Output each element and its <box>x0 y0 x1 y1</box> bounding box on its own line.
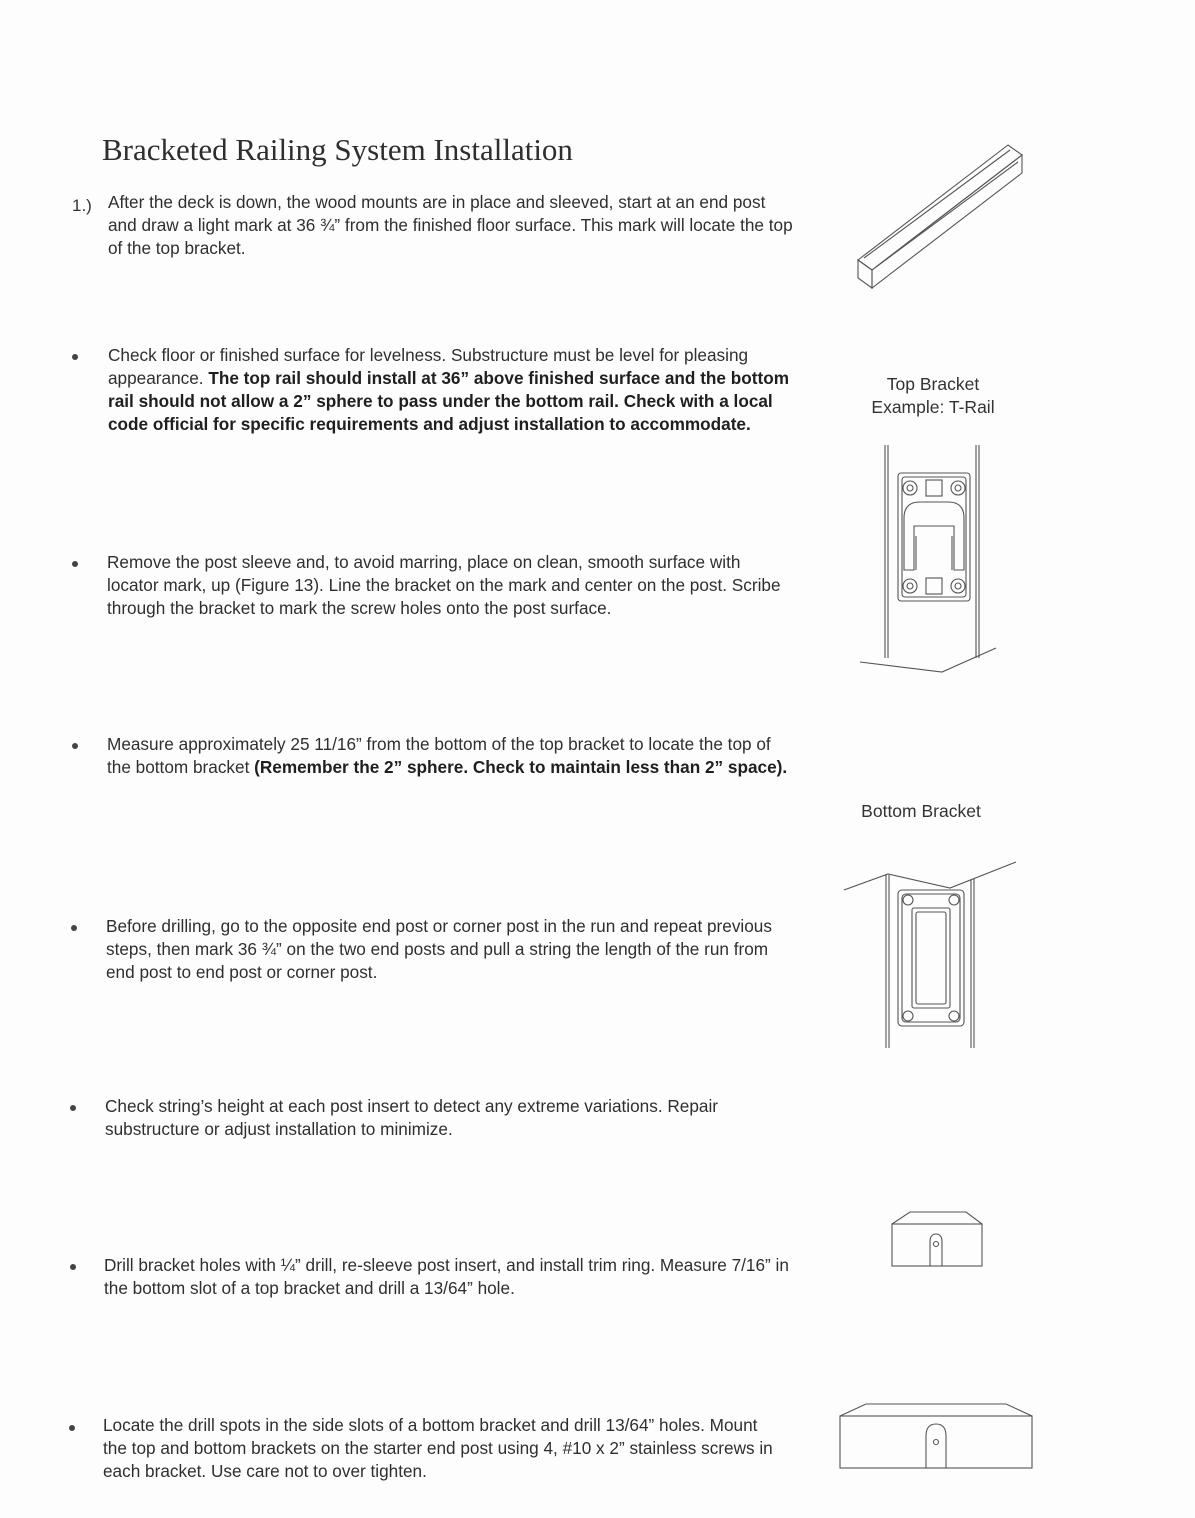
page-title: Bracketed Railing System Installation <box>102 132 573 167</box>
bullet-marker <box>72 743 78 749</box>
step-7-text <box>104 1254 794 1300</box>
step-4-text <box>107 733 797 779</box>
step-6-text <box>105 1095 795 1141</box>
step-text-run: Check string’s height at each post insert to detect any extreme variations. Repair substructure or adjust installation to minimize. <box>105 1096 719 1139</box>
bullet-marker <box>70 1264 76 1270</box>
step-3-text <box>107 551 787 620</box>
step-text-run: Drill bracket holes with ¼” drill, re-sleeve post insert, and install trim ring. Measure 7/16” in the bottom slot of a top bracket and drill a 13/64” hole. <box>104 1255 789 1298</box>
step-text-run: Remove the post sleeve and, to avoid marring, place on clean, smooth surface with locator mark, up (Figure 13). Line the bracket on the mark and center on the post. Scribe through the bracket to mark the screw holes onto the post surface. <box>107 552 781 618</box>
bottom-bracket-caption: Bottom Bracket <box>861 801 981 821</box>
step-emphasis-text: (Remember the 2” sphere. Check to maintain less than 2” space). <box>254 757 788 777</box>
step-8-text <box>103 1414 783 1483</box>
top-bracket-figure <box>858 440 998 675</box>
bullet-marker <box>72 561 78 567</box>
top-bracket-example: Example: T-Rail <box>871 397 995 417</box>
step-text-run: Locate the drill spots in the side slots of a bottom bracket and drill 13/64” holes. Mount the top and bottom brackets on the starter end post using 4, #10 x 2” stainless screws in each bracket. Use care not to over tighten. <box>103 1415 773 1481</box>
bullet-marker <box>71 925 77 931</box>
step-text-run: Check floor or finished surface for levelness. Substructure must be level for pleasing appearance. <box>108 345 749 388</box>
step-text-run: Measure approximately 25 11/16” from the bottom of the top bracket to locate the top of the bottom bracket <box>107 734 771 777</box>
bullet-marker <box>70 1105 76 1111</box>
bottom-bracket-figure <box>842 858 1022 1053</box>
step-emphasis-text: The top rail should install at 36” above finished surface and the bottom rail should not allow a 2” sphere to pass under the bottom rail. Check with a local code official for specific requirements and adjust installation to accommodate. <box>108 368 789 434</box>
step-text-run: After the deck is down, the wood mounts are in place and sleeved, start at an end post and draw a light mark at 36 ¾” from the finished floor surface. This mark will locate the top of the top bracket. <box>108 192 793 258</box>
bullet-marker <box>69 1425 75 1431</box>
step-2-text <box>108 344 798 436</box>
step-text-run: Before drilling, go to the opposite end post or corner post in the run and repeat previous steps, then mark 36 ¾” on the two end posts and pull a string the length of the run from end post to end post or corner post. <box>106 916 772 982</box>
bullet-marker <box>72 354 78 360</box>
top-bracket-caption <box>858 373 1008 419</box>
top-bracket-slot-figure <box>888 1208 988 1273</box>
step-1-text <box>108 191 798 260</box>
top-bracket-label: Top Bracket <box>886 374 980 394</box>
step-5-text <box>106 915 796 984</box>
step-number: 1.) <box>72 196 92 215</box>
bottom-bracket-slot-figure <box>836 1400 1036 1472</box>
rail-board-figure <box>850 140 1030 290</box>
